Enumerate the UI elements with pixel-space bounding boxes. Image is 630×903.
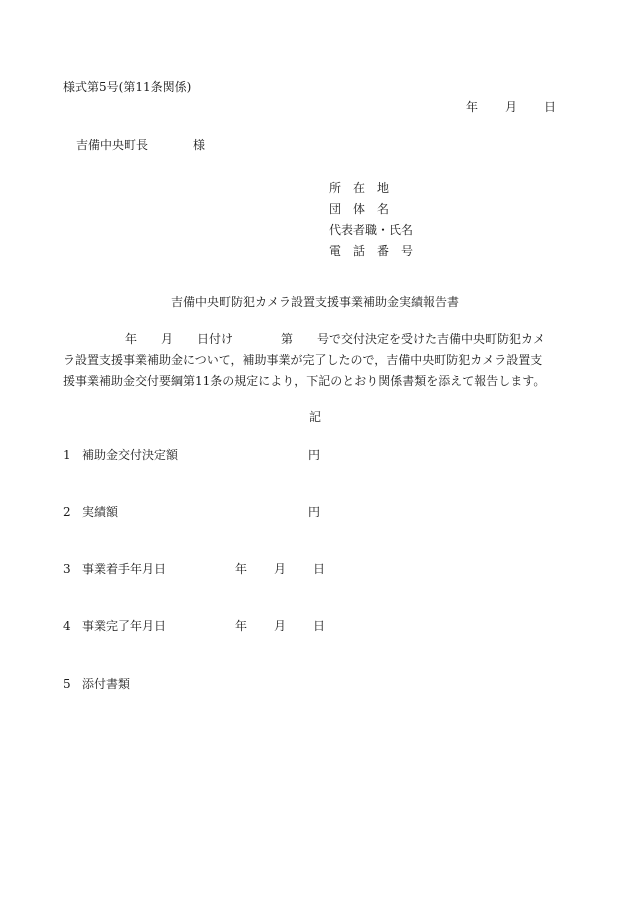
item-2: [63, 504, 321, 520]
applicant-representative-label: 代表者職・氏名: [329, 223, 414, 237]
ki-heading: 記: [308, 410, 321, 424]
item-2-label: 実績額: [82, 505, 119, 519]
item-2-number: 2: [63, 505, 71, 519]
date-year: 年: [466, 100, 479, 114]
applicant-block: [329, 180, 413, 264]
report-body-line-3: 援事業補助金交付要綱第11条の規定により，下記のとおり関係書類を添えて報告します。: [63, 374, 546, 388]
date-line: [466, 99, 556, 115]
item-5-number: 5: [63, 677, 71, 691]
item-4-month: 月: [274, 619, 287, 633]
applicant-phone-label: 電 話 番 号: [329, 244, 414, 258]
addressee: [76, 137, 205, 153]
applicant-address-label: 所 在 地: [329, 181, 390, 195]
item-2-unit: 円: [308, 505, 321, 519]
applicant-group-name-label: 団 体 名: [329, 202, 390, 216]
addressee-name: 吉備中央町長: [76, 138, 149, 152]
item-1-number: 1: [63, 448, 71, 462]
report-body: [63, 329, 583, 392]
report-body-line-1: 年 月 日付け 第 号で交付決定を受けた吉備中央町防犯カメ: [125, 332, 546, 346]
report-body-line-2: ラ設置支援事業補助金について，補助事業が完了したので，吉備中央町防犯カメラ設置支: [63, 353, 543, 367]
item-4-label: 事業完了年月日: [82, 619, 167, 633]
item-3-day: 日: [313, 562, 326, 576]
item-3-year: 年: [235, 562, 248, 576]
item-3-month: 月: [274, 562, 287, 576]
item-5-label: 添付書類: [82, 677, 131, 691]
item-5: [63, 676, 130, 692]
item-3-date: [235, 561, 325, 577]
item-4: [63, 618, 326, 634]
addressee-honorific: 様: [193, 138, 206, 152]
item-4-year: 年: [235, 619, 248, 633]
form-number: 様式第5号(第11条関係): [63, 80, 192, 94]
item-4-number: 4: [63, 619, 71, 633]
item-3-number: 3: [63, 562, 71, 576]
item-4-date: [235, 618, 325, 634]
date-day: 日: [544, 100, 557, 114]
item-3-label: 事業着手年月日: [82, 562, 167, 576]
item-4-day: 日: [313, 619, 326, 633]
item-3: [63, 561, 326, 577]
item-1: [63, 447, 321, 463]
item-1-label: 補助金交付決定額: [82, 448, 179, 462]
document-title: 吉備中央町防犯カメラ設置支援事業補助金実績報告書: [170, 295, 459, 309]
item-1-unit: 円: [308, 448, 321, 462]
date-month: 月: [505, 100, 518, 114]
